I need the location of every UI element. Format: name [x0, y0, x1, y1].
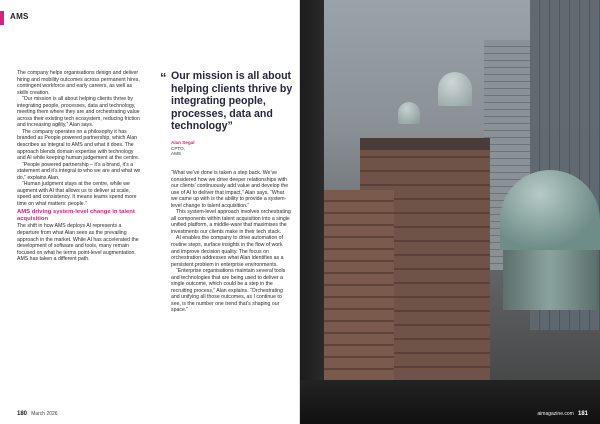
section-label: AMS	[10, 12, 29, 21]
article-column-2	[171, 170, 291, 314]
paragraph: “Our mission is all about helping clients thrive by integrating people, processes, data and technology, meeting them where they are and orchestrating value across their existing tech ecosystem, reducing friction and increasing agility,” Alan says.	[17, 96, 140, 129]
window-frame	[300, 0, 324, 424]
paragraph: “What we’ve done is taken a step back. We’ve considered how we drive deeper relationships with our clients’ continuously add value and develop the use of AI to deliver that impact,” Alan says. “What we came up with is the ability to provide a system-level change to talent acquisition.”	[171, 170, 289, 209]
distant-dome	[438, 72, 472, 106]
section-accent-bar	[0, 11, 4, 25]
dome-drum	[503, 240, 597, 310]
cityscape-photo	[300, 0, 600, 424]
pull-quote: Our mission is all about helping clients thrive by integrating people, processes, data and technology”	[171, 70, 293, 133]
quote-author-role	[171, 146, 185, 157]
brick-building	[324, 190, 394, 380]
paragraph: The shift in how AMS deploys AI represents a departure from what Alan sees as the prevailing approach in the market. While AI has accelerated the development of software and tools, many remain focused on what he terms point-level augmentation. AMS has taken a different path.	[17, 223, 139, 263]
page-number-left: 180	[17, 411, 28, 417]
paragraph: This system-level approach involves orchestrating all components within talent acquisition into a single unified platform, a middle-ware that maximises the investments our clients make in their tech stack.	[171, 209, 291, 235]
paragraph: AI enables the company to drive automation of routine steps, surface insights in the flow of work and improve decision quality. The focus on orchestration addresses what Alan identifies as a persistent problem in enterprise environments.	[171, 235, 284, 268]
quote-open-mark: “	[160, 70, 167, 85]
right-footer	[537, 411, 588, 417]
quote-author-name: Alan Segal	[171, 140, 195, 145]
paragraph: “Human judgment stays at the centre, while we augment with AI that allows us to deliver at scale, speed and consistency. It means teams spend more time on what matters: people.”	[17, 181, 137, 207]
window-sill	[300, 380, 600, 424]
quote-author-title: CPTO,	[171, 146, 185, 151]
issue-date: March 2026	[31, 411, 58, 417]
paragraph: “People powered partnership – it’s a brand, it’s a statement and it’s integral to who we are and what we do,” explains Alan.	[17, 161, 141, 181]
page-number-right: 181	[577, 411, 588, 417]
paragraph: The company helps organisations design and deliver hiring and mobility outcomes across permanent hires, contingent workforce and early careers, as well as skills creation.	[17, 70, 140, 96]
article-column-1	[17, 70, 141, 263]
paragraph: “Enterprise organisations maintain several tools and technologies that are being used to deliver a single outcome, which could be a step in the recruiting process,” Alan explains. “Orchestrating and unifying all those outcomes, as I continue to see, is the number one trend that’s shaping our space.”	[171, 268, 286, 314]
subheading: AMS driving system-level change in talent acquisition	[17, 209, 135, 223]
distant-dome	[398, 102, 420, 124]
left-footer	[17, 411, 58, 417]
paragraph: The company operates on a philosophy it has branded as People powered partnership, which Alan describes as integral to AMS and what it does. The approach blends domain expertise with technology and AI while keeping human judgement at the centre.	[17, 128, 140, 162]
site-url: aimagazine.com	[537, 411, 574, 417]
quote-author-company: AMS	[171, 151, 181, 157]
